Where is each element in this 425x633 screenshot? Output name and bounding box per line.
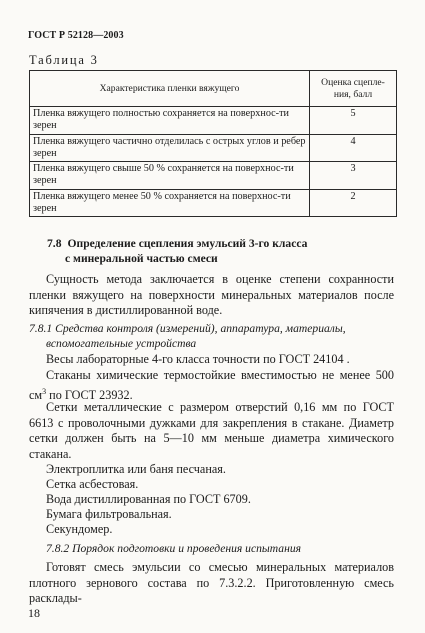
stove-item: Электроплитка или баня песчаная. bbox=[46, 462, 226, 476]
beakers-superscript: 3 bbox=[42, 386, 47, 396]
intro-paragraph: Сущность метода заключается в оценке степени сохранности пленки вяжущего на поверхности минеральных материалов после кипячения в дистиллированной воде. bbox=[29, 272, 394, 318]
table-cell-text: Пленка вяжущего частично отделилась с острых углов и ребер зерен bbox=[30, 134, 310, 162]
table-row bbox=[30, 107, 397, 135]
section-title-line2: с минеральной частью смеси bbox=[65, 252, 218, 265]
table-header-score bbox=[310, 71, 397, 107]
section-number: 7.8 bbox=[47, 237, 62, 250]
table-cell-score: 2 bbox=[310, 189, 397, 217]
scales-item: Весы лабораторные 4-го класса точности по ГОСТ 24104 . bbox=[46, 352, 350, 366]
section-heading bbox=[47, 236, 307, 266]
stopwatch-item: Секундомер. bbox=[46, 522, 113, 536]
subsection-heading-7-8-2: 7.8.2 Порядок подготовки и проведения испытания bbox=[46, 542, 302, 555]
table-cell-text: Пленка вяжущего свыше 50 % сохраняется на поверхнос-ти зерен bbox=[30, 162, 310, 190]
subsection-heading-7-8-1 bbox=[29, 322, 394, 351]
page-number: 18 bbox=[28, 606, 40, 620]
beakers-text-end: по ГОСТ 23932. bbox=[46, 387, 133, 402]
subsection-7-8-1-line1: 7.8.1 Средства контроля (измерений), аппаратура, материалы, bbox=[29, 322, 346, 335]
filter-paper-item: Бумага фильтровальная. bbox=[46, 507, 172, 521]
table-cell-text: Пленка вяжущего менее 50 % сохраняется на поверхнос-ти зерен bbox=[30, 189, 310, 217]
document-header: ГОСТ Р 52128—2003 bbox=[28, 30, 124, 41]
water-item: Вода дистиллированная по ГОСТ 6709. bbox=[46, 492, 251, 506]
table-row bbox=[30, 134, 397, 162]
beakers-item bbox=[29, 368, 394, 403]
table-cell-score: 4 bbox=[310, 134, 397, 162]
table-cell-score: 5 bbox=[310, 107, 397, 135]
table-caption: Таблица 3 bbox=[29, 53, 99, 67]
table-header-row bbox=[30, 71, 397, 107]
adhesion-score-table bbox=[29, 70, 397, 217]
section-title-line1: Определение сцепления эмульсий 3-го класса bbox=[67, 237, 308, 250]
mesh-item: Сетки металлические с размером отверстий 0,16 мм по ГОСТ 6613 с проволочными дужками для закрепления в стакане. Диаметр сетки должен быть на 5—10 мм меньше диаметра химического стакана. bbox=[29, 400, 394, 461]
table-header-characteristic: Характеристика пленки вяжущего bbox=[30, 71, 310, 107]
table-row bbox=[30, 162, 397, 190]
preparation-paragraph: Готовят смесь эмульсии со смесью минеральных материалов плотного зернового состава по 7.3.2.2. Приготовленную смесь расклады- bbox=[29, 560, 394, 606]
table-cell-text: Пленка вяжущего полностью сохраняется на поверхнос-ти зерен bbox=[30, 107, 310, 135]
table-row bbox=[30, 189, 397, 217]
asbestos-item: Сетка асбестовая. bbox=[46, 477, 139, 491]
subsection-7-8-1-line2: вспомогательные устройства bbox=[46, 336, 197, 350]
table-header-score-label: Оценка сцепле- ния, балл bbox=[321, 77, 385, 100]
beakers-text: Стаканы химические термостойкие вместимостью не менее 500 см bbox=[29, 368, 394, 402]
table-cell-score: 3 bbox=[310, 162, 397, 190]
